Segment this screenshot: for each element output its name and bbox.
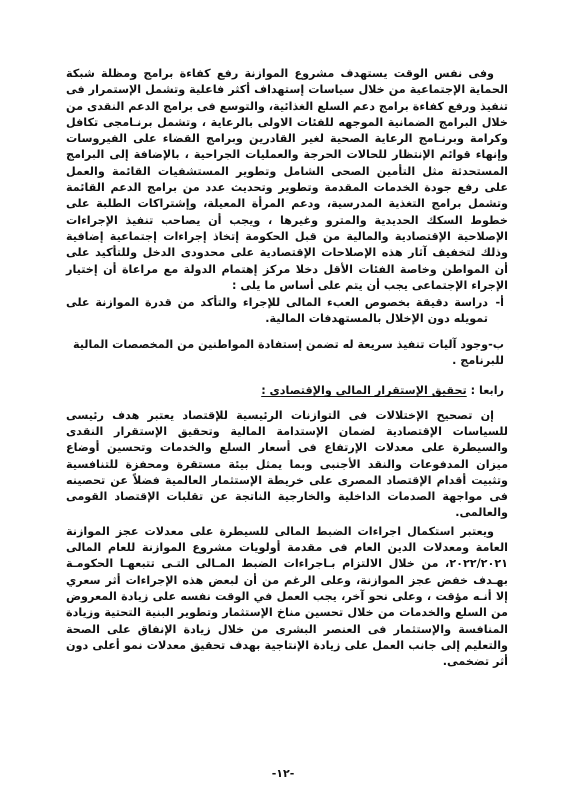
paragraph-social-protection: وفى نفس الوقت يستهدف مشروع الموازنة رفع كفاءة برامج ومظلة شبكة الحماية الإجتماعية من خلال سياسات إستهداف أكثر فاعلية وتشمل الإستمرار فى تنفيذ ورفع كفاءة برامج دعم السلع الغذائية، والتوسع فى برامج الدعم النقدى من خلال البرامج الضمانية الموجهه للفئات الاولى بالرعاية ، وتشمل برنـامجى تكافل وكرامة وبرنـامج الرعاية الصحية لغير القادرين وبرامج القضاء على الفيروسات وإنهاء قوائم الإنتظار للحالات الحرجة والعمليات الجراحية ، بالإضافة إلى البرامج المستحدثة مثل التأمين الصحى الشامل وتطوير المستشفيات القائمة والعمل على رفع جودة الخدمات المقدمة وتطوير وتحديث عدد من برامج الدعم القائمة وتشمل برامج التغذية المدرسية، ودعم المرأة المعيلة، وإشتراكات الطلبة على خطوط السكك الحديدية والمترو وغيرها ، ويجب أن يصاحب تنفيذ الإجراءات الإصلاحية الإقتصادية والمالية من قبل الحكومة إتخاذ إجراءات إجتماعية إضافية وذلك لتخفيف آثار هذه الإصلاحات الإقتصادية على محدودى الدخل وللتأكيد على أن المواطن وخاصة الفئات الأقل دخلا مركز إهتمام الدولة مع مراعاة أن إختيار الإجراء الإجتماعى يجب أن يتم على أساس ما يلى :: [66, 67, 508, 292]
document-page: [66, 66, 508, 800]
section-heading: [66, 383, 508, 399]
paragraph-imbalances: إن تصحيح الإختلالات فى التوازنات الرئيسية للإقتصاد يعتبر هدف رئيسى للسياسات الإقتصادية لضمان الإستدامة المالية وتحقيق الإستقرار النقدى والسيطرة على معدلات الإرتفاع فى أسعار السلع والخدمات وتحسين أوضاع ميزان المدفوعات والنقد الأجنبى وبما يمثل بيئة مستقرة ومحفزة للتنافسية وتثبيت أقدام الإقتصاد المصرى على خريطة الإستثمار العالمية فضلاً عن تحصينه فى مواجهة الصدمات الداخلية والخارجية الناتجة عن تقلبات الإقتصاد القومى والعالمى.: [66, 408, 508, 520]
list-item-b: ب-وجود آليات تنفيذ سريعة له تضمن إستفادة المواطنين من المخصصات المالية للبرنامج .: [72, 337, 504, 368]
list-marker-a: أ-: [495, 296, 504, 310]
paragraph-fiscal-consolidation: ويعتبر استكمال اجراءات الضبط المالى للسيطرة على معدلات عجز الموازنة العامة ومعدلات الدين العام فى مقدمة أولويات مشروع الموازنة للعام المالى ٢٠٢٢/٢٠٢١، من خلال الالتزام بـاجراءات الضبط المـالى التـى تتبعهـا الحكومـة بهـدف خفض عجز الموازنة، وعلى الرغم من أن لبعض هذه الإجراءات أثر سعري إلا أنـه مؤقت ، وعلى نحو آخر، يجب العمل في الوقت نفسه على زيادة المعروض من السلع والخدمات من خلال تحسين مناخ الإستثمار وتطوير البنية التحتية وزيادة المنافسة والإستثمار فى العنصر البشرى من خلال زيادة الإنفاق على الصحة والتعليم إلى جانب العمل على زيادة الإنتاجية بهدف تحقيق معدلات نمو أعلى دون أثر تضخمى.: [66, 524, 508, 669]
list-item-a-text: دراسة دقيقة بخصوص العبء المالى للإجراء والتأكد من قدرة الموازنة على تمويله دون الإخلال بالمستهدفات المالية.: [66, 296, 488, 326]
section-heading-prefix: رابعا :: [470, 384, 504, 398]
page-number: -١٢-: [271, 767, 295, 780]
section-heading-title: تحقيق الإستقرار المالى والإقتصادى :: [261, 384, 467, 398]
list-item-a: [66, 295, 508, 328]
